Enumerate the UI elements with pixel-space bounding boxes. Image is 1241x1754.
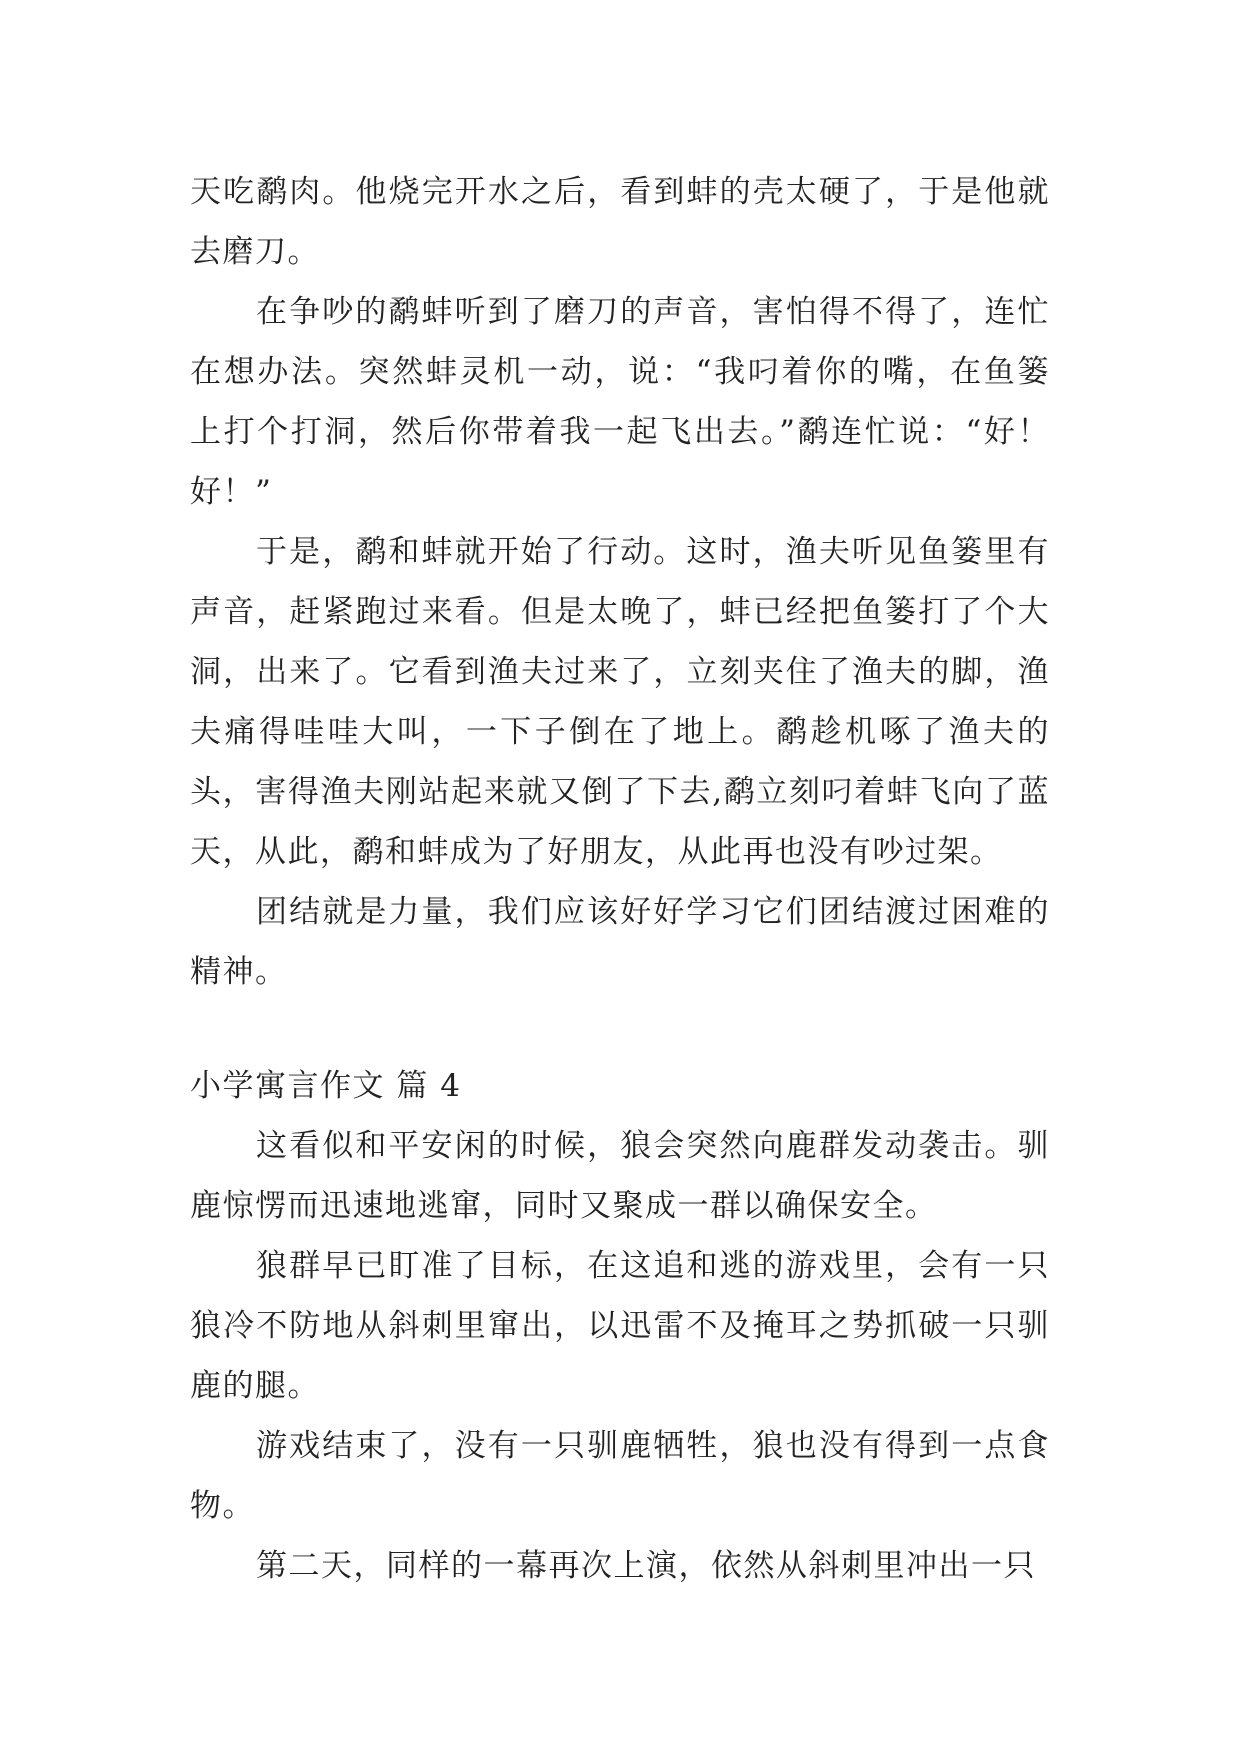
document-body bbox=[190, 162, 1050, 1596]
paragraph: 第二天，同样的一幕再次上演，依然从斜刺里冲出一只 bbox=[256, 1548, 1036, 1584]
paragraph: 这看似和平安闲的时候，狼会突然向鹿群发动袭击。驯鹿惊愣而迅速地逃窜，同时又聚成一群以确保安全。 bbox=[190, 1128, 1050, 1224]
paragraph: 天吃鹬肉。他烧完开水之后，看到蚌的壳太硬了，于是他就去磨刀。 bbox=[190, 174, 1050, 270]
paragraph: 于是，鹬和蚌就开始了行动。这时，渔夫听见鱼篓里有声音，赶紧跑过来看。但是太晚了，蚌已经把鱼篓打了个大洞，出来了。它看到渔夫过来了，立刻夹住了渔夫的脚，渔夫痛得哇哇大叫，一下子倒在了地上。鹬趁机啄了渔夫的头，害得渔夫刚站起来就又倒了下去,鹬立刻叼着蚌飞向了蓝天，从此，鹬和蚌成为了好朋友，从此再也没有吵过架。 bbox=[190, 534, 1050, 870]
section-title: 小学寓言作文 篇 4 bbox=[190, 1068, 462, 1104]
paragraph: 在争吵的鹬蚌听到了磨刀的声音，害怕得不得了，连忙在想办法。突然蚌灵机一动，说：“我叼着你的嘴，在鱼篓上打个打洞，然后你带着我一起飞出去。”鹬连忙说：“好！好！” bbox=[190, 294, 1050, 510]
paragraph: 狼群早已盯准了目标，在这追和逃的游戏里，会有一只狼冷不防地从斜刺里窜出，以迅雷不及掩耳之势抓破一只驯鹿的腿。 bbox=[190, 1248, 1050, 1404]
paragraph: 游戏结束了，没有一只驯鹿牺牲，狼也没有得到一点食物。 bbox=[190, 1428, 1050, 1524]
paragraph: 团结就是力量，我们应该好好学习它们团结渡过困难的精神。 bbox=[190, 894, 1050, 990]
